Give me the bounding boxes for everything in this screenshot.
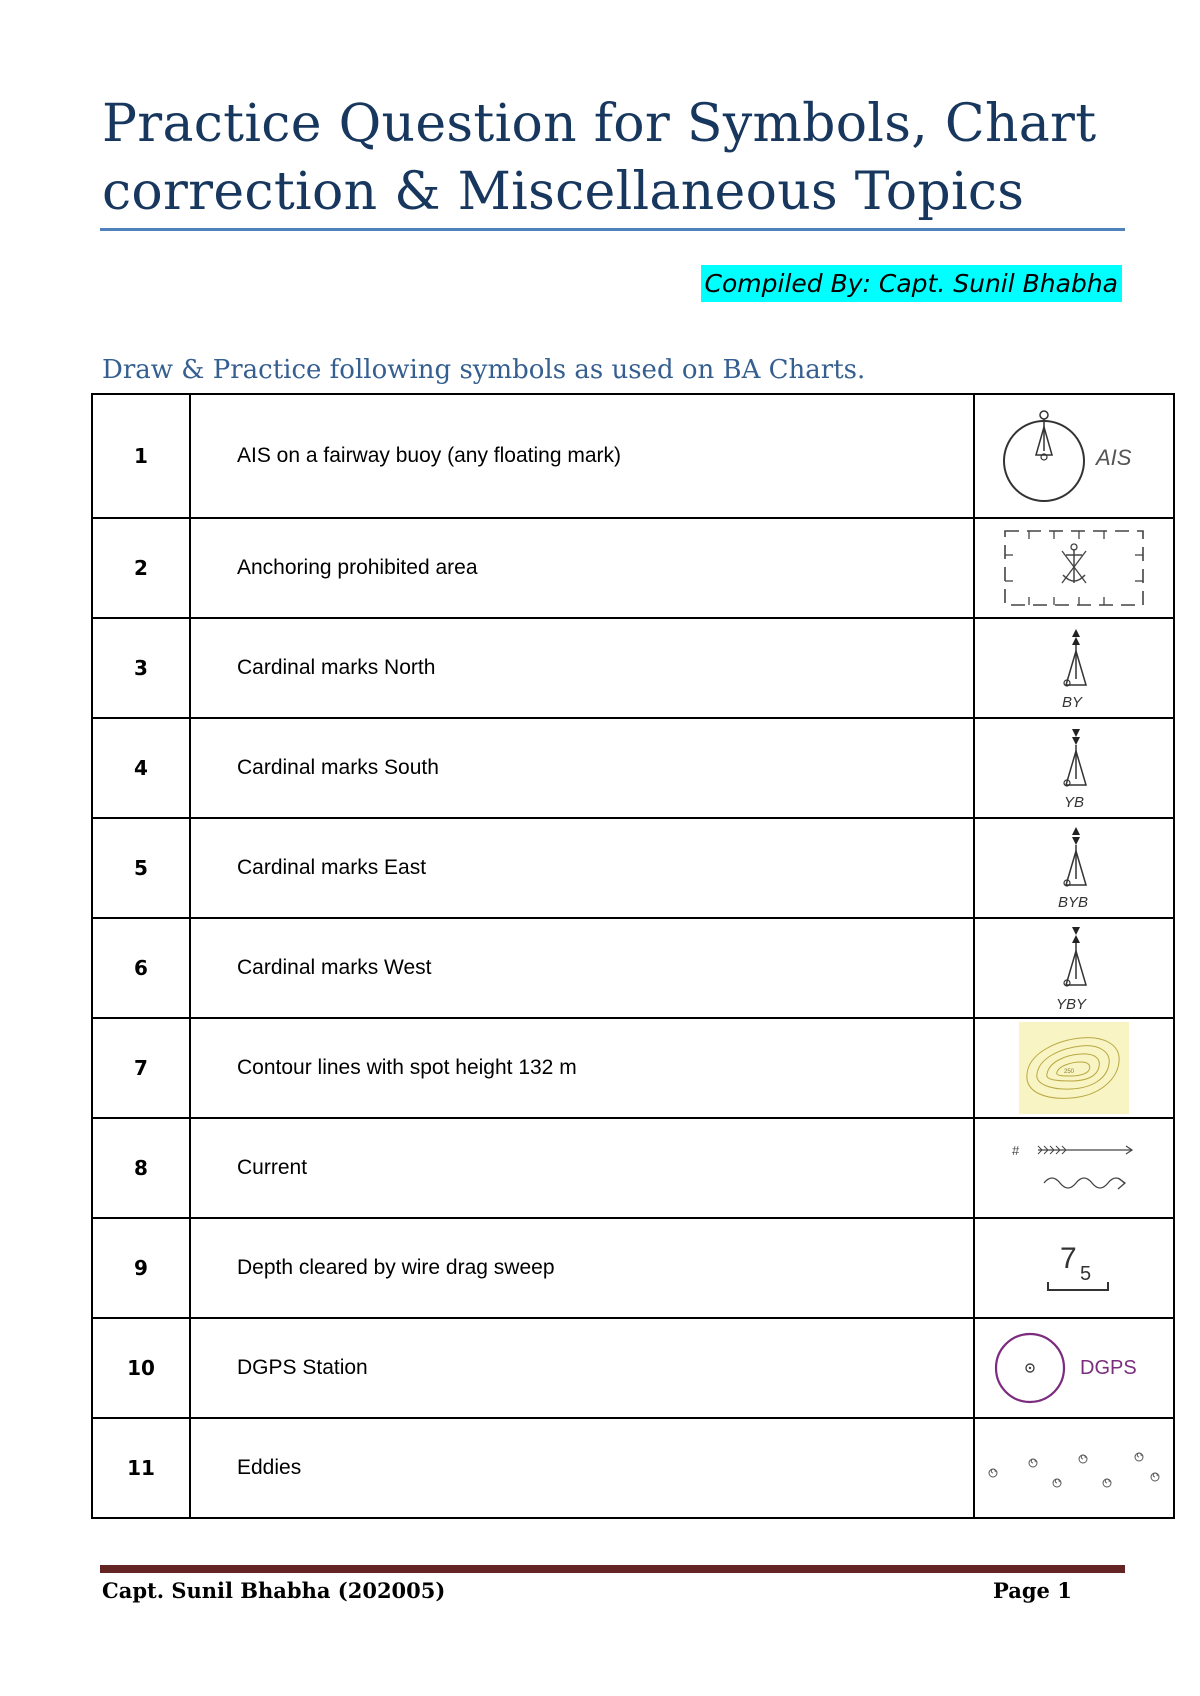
dgps-station-icon xyxy=(984,1326,1164,1410)
current-arrows-icon xyxy=(1004,1133,1144,1203)
symbol-cell xyxy=(974,818,1174,918)
row-number: 3 xyxy=(92,618,190,718)
row-number: 7 xyxy=(92,1018,190,1118)
page-title: Practice Question for Symbols, Chart correction & Miscellaneous Topics xyxy=(102,94,1097,222)
row-number: 9 xyxy=(92,1218,190,1318)
row-description: Contour lines with spot height 132 m xyxy=(190,1018,974,1118)
symbol-cell xyxy=(974,518,1174,618)
symbol-cell xyxy=(974,1118,1174,1218)
symbol-cell xyxy=(974,1418,1174,1518)
topmark-colour-label: YBY xyxy=(1056,996,1087,1013)
swept-depth-icon xyxy=(1024,1228,1124,1308)
symbol-cell xyxy=(974,394,1174,518)
symbols-table xyxy=(91,393,1175,1519)
row-description: Eddies xyxy=(190,1418,974,1518)
table-row xyxy=(92,818,1174,918)
east-cardinal-icon xyxy=(1034,823,1114,913)
row-description: Cardinal marks South xyxy=(190,718,974,818)
table-row xyxy=(92,918,1174,1018)
symbol-cell xyxy=(974,1318,1174,1418)
row-number: 6 xyxy=(92,918,190,1018)
symbol-cell xyxy=(974,718,1174,818)
current-hash-label: # xyxy=(1012,1143,1020,1158)
west-cardinal-icon xyxy=(1034,923,1114,1013)
row-description: Cardinal marks North xyxy=(190,618,974,718)
swept-depth-decimal: 5 xyxy=(1080,1263,1092,1285)
table-row xyxy=(92,394,1174,518)
topmark-colour-label: BYB xyxy=(1058,894,1089,911)
row-number: 8 xyxy=(92,1118,190,1218)
contour-lines-icon xyxy=(1019,1022,1129,1114)
ais-buoy-icon xyxy=(984,401,1164,511)
table-row xyxy=(92,618,1174,718)
ais-symbol-label: AIS xyxy=(1096,445,1132,470)
footer-author: Capt. Sunil Bhabha (202005) xyxy=(102,1578,446,1603)
footer-rule xyxy=(100,1565,1125,1573)
table-row xyxy=(92,1018,1174,1118)
row-number: 10 xyxy=(92,1318,190,1418)
row-description: AIS on a fairway buoy (any floating mark) xyxy=(190,394,974,518)
table-row xyxy=(92,1118,1174,1218)
table-row xyxy=(92,1218,1174,1318)
table-row xyxy=(92,518,1174,618)
row-description: Cardinal marks West xyxy=(190,918,974,1018)
swept-depth-value: 7 xyxy=(1060,1242,1077,1275)
table-row xyxy=(92,1418,1174,1518)
symbol-cell xyxy=(974,918,1174,1018)
page-number: Page 1 xyxy=(993,1578,1072,1603)
contour-height-label: 250 xyxy=(1064,1069,1075,1075)
eddies-icon xyxy=(979,1433,1169,1503)
topmark-colour-label: YB xyxy=(1064,794,1085,811)
table-row xyxy=(92,718,1174,818)
row-number: 5 xyxy=(92,818,190,918)
north-cardinal-icon xyxy=(1034,623,1114,713)
anchoring-prohibited-icon xyxy=(999,525,1149,611)
title-underline xyxy=(100,228,1125,231)
table-row xyxy=(92,1318,1174,1418)
symbol-cell xyxy=(974,1018,1174,1118)
symbol-cell xyxy=(974,1218,1174,1318)
row-number: 1 xyxy=(92,394,190,518)
dgps-symbol-label: DGPS xyxy=(1080,1357,1137,1379)
row-description: Anchoring prohibited area xyxy=(190,518,974,618)
row-description: DGPS Station xyxy=(190,1318,974,1418)
row-description: Cardinal marks East xyxy=(190,818,974,918)
row-number: 11 xyxy=(92,1418,190,1518)
row-number: 2 xyxy=(92,518,190,618)
row-description: Current xyxy=(190,1118,974,1218)
compiled-by-label: Compiled By: Capt. Sunil Bhabha xyxy=(701,265,1122,302)
row-description: Depth cleared by wire drag sweep xyxy=(190,1218,974,1318)
symbol-cell xyxy=(974,618,1174,718)
topmark-colour-label: BY xyxy=(1062,694,1083,711)
south-cardinal-icon xyxy=(1034,723,1114,813)
row-number: 4 xyxy=(92,718,190,818)
section-heading: Draw & Practice following symbols as used on BA Charts. xyxy=(102,355,866,385)
